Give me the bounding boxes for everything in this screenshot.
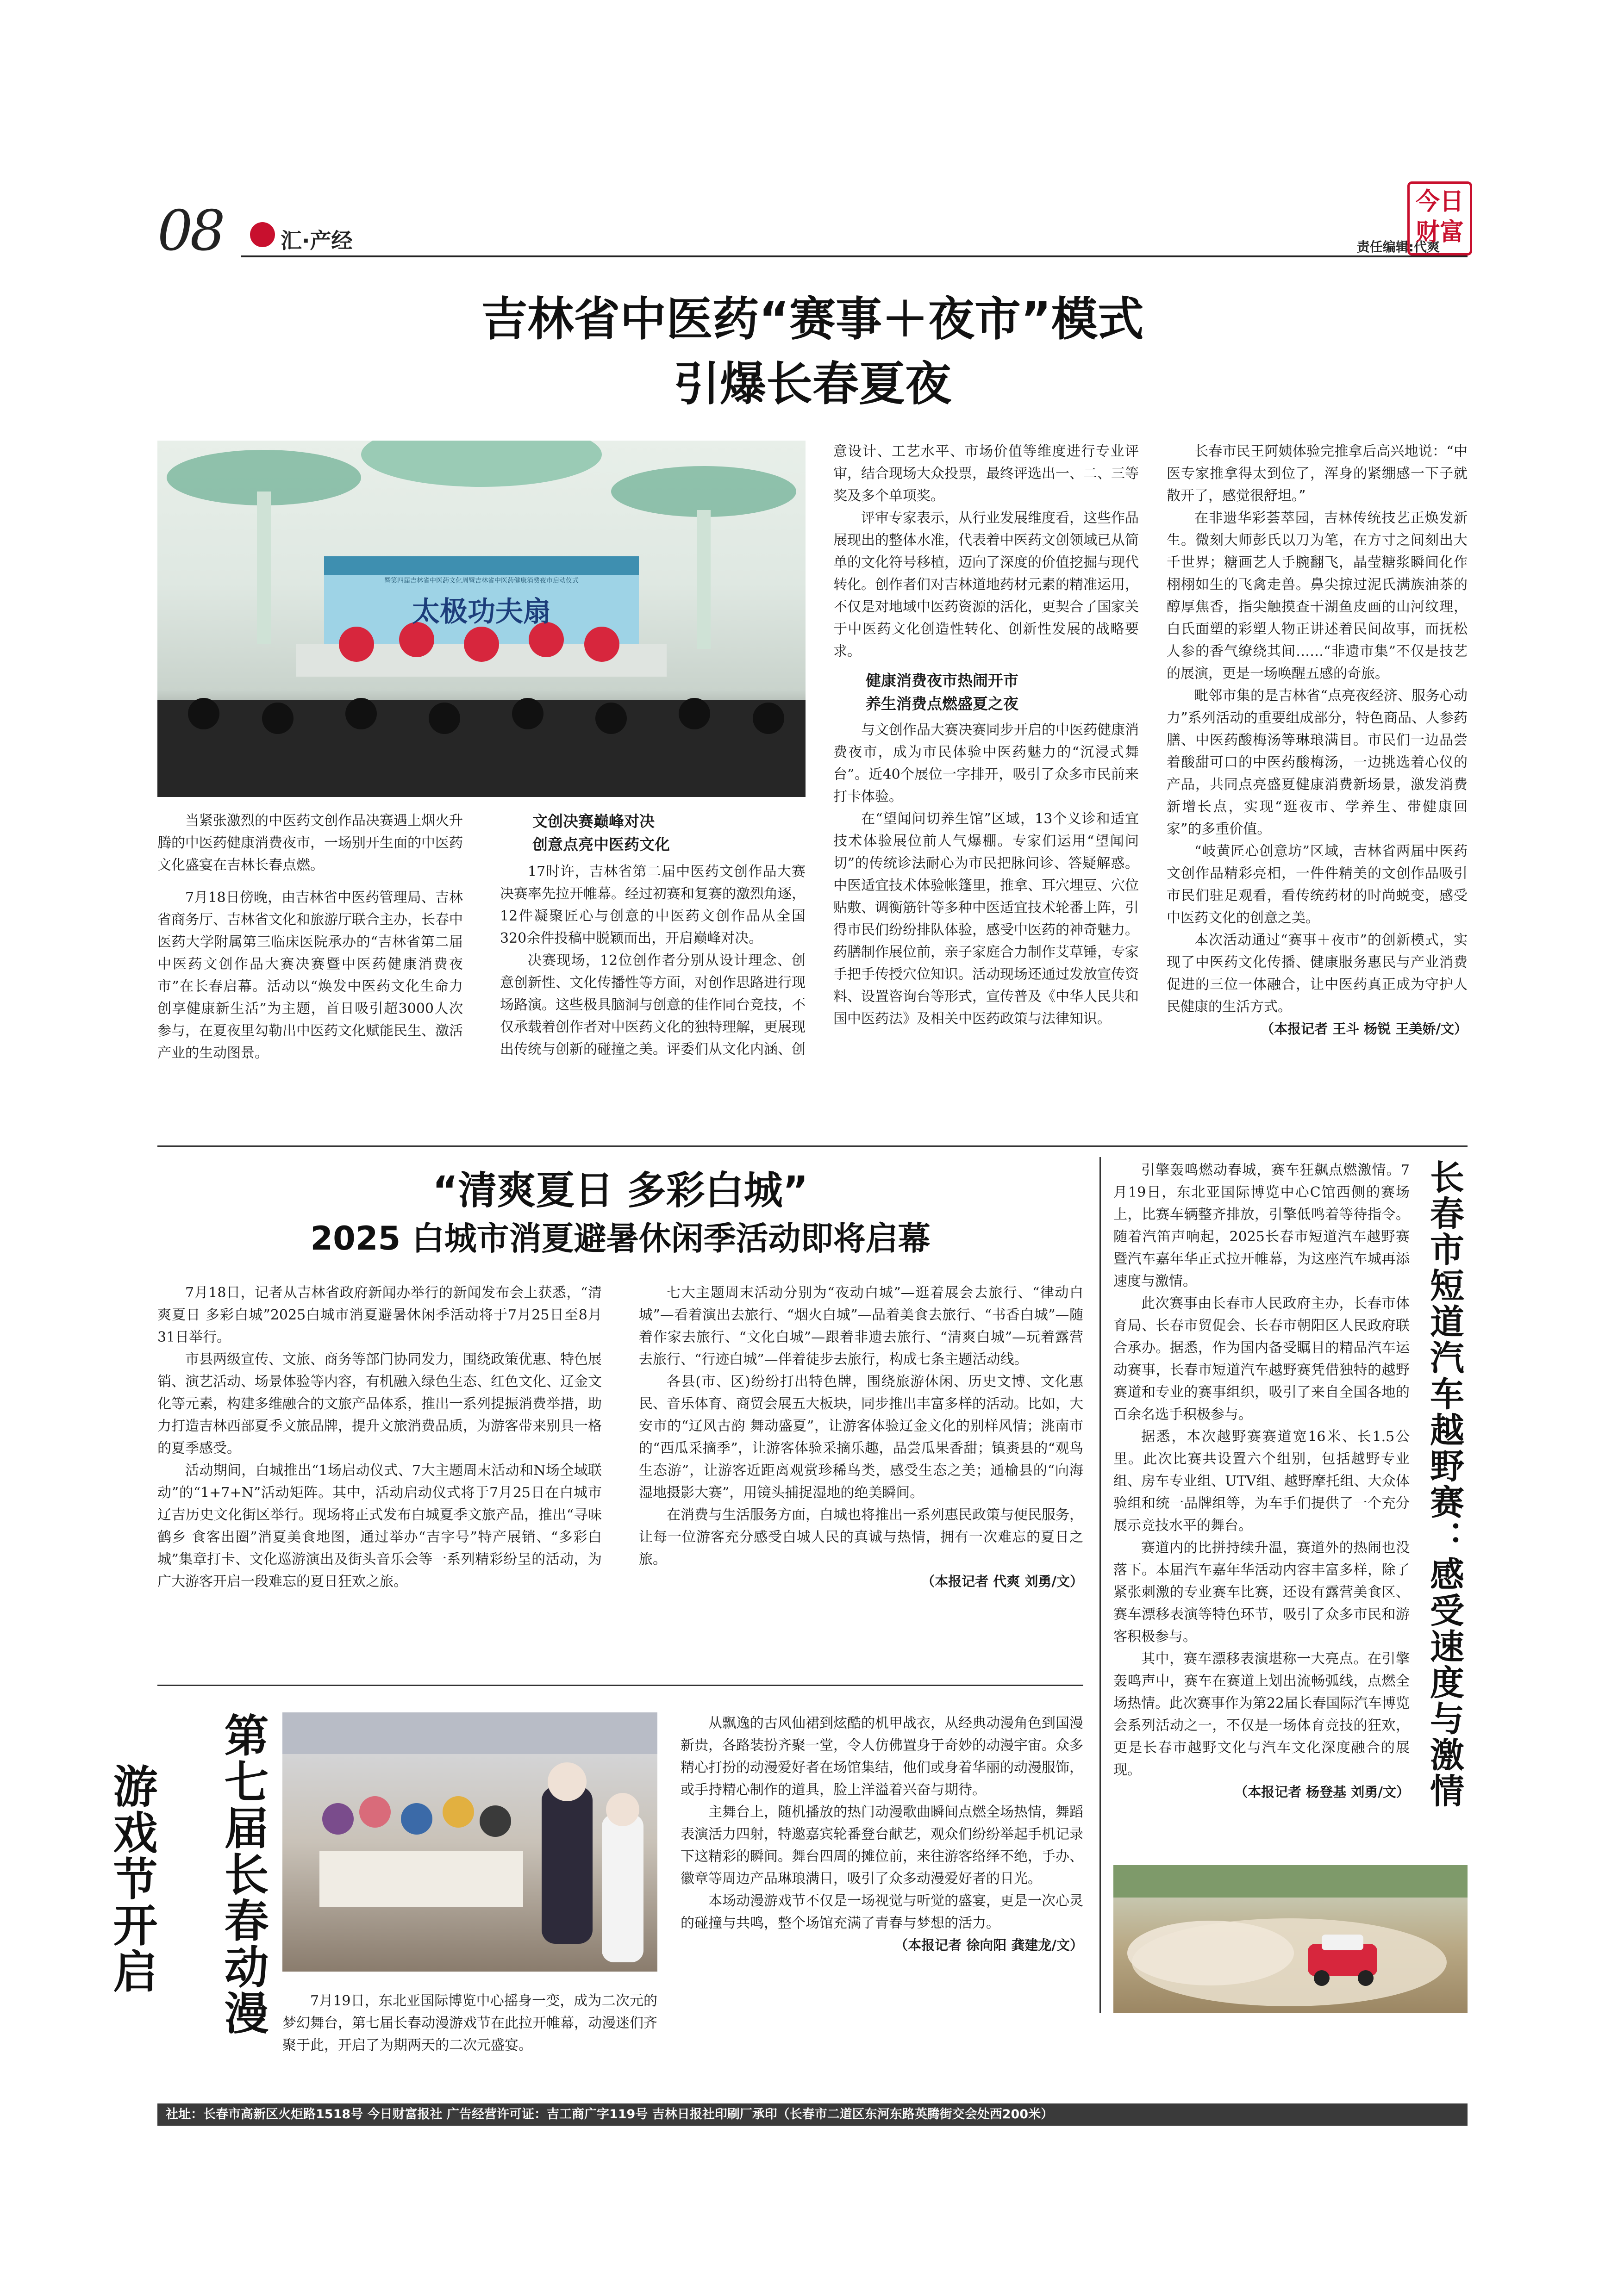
article1-subhead2-line2: 养生消费点燃盛夏之夜 [866,695,1018,713]
article3-byline: （本报记者 杨登基 刘勇/文） [1234,1784,1410,1800]
article4-caption-text: 7月19日，东北亚国际博览中心摇身一变，成为二次元的梦幻舞台，第七届长春动漫游戏节在此拉开帷幕，动漫迷们齐聚于此，开启了为期两天的二次元盛宴。 [282,1993,657,2053]
article1-col4-p2: 在非遗华彩荟萃园，吉林传统技艺正焕发新生。微刻大师彭氏以刀为笔，在方寸之间刻出大千世界；糖画艺人手腕翻飞，晶莹糖浆瞬间化作栩栩如生的飞禽走兽。鼻尖掠过泥氏满族油茶的醇厚焦香，指尖触摸查干湖鱼皮画的山河纹理，白氏面塑的彩塑人物正讲述着民间故事，而抚松人参的香气缭绕其间……“非遗市集”不仅是技艺的展演，更是一场唤醒五感的奇旅。 [1167,510,1468,682]
article4-col [681,1712,1083,1956]
article1-title-line2: 引爆长春夏夜 [674,357,951,411]
article1-col3-p3: 与文创作品大赛决赛同步开启的中医药健康消费夜市，成为市民体验中医药魅力的“沉浸式舞台”。近40个展位一字排开，吸引了众多市民前来打卡体验。 [833,722,1139,805]
article1-subhead1-line2: 创意点亮中医药文化 [532,835,670,853]
article1-col4-p3: 毗邻市集的是吉林省“点亮夜经济、服务心动力”系列活动的重要组成部分，特色商品、人参药膳、中医药酸梅汤等琳琅满目。市民们一边品尝着酸甜可口的中医药酸梅汤，一边挑选着心仪的产品，共同点亮盛夏健康消费新场景，激发消费新增长点，实现“逛夜市、学养生、带健康回家”的多重价值。 [1167,688,1468,837]
brand-logo [1407,181,1472,255]
footer-bar [157,2103,1468,2126]
article4-p3: 本场动漫游戏节不仅是一场视觉与听觉的盛宴，更是一次心灵的碰撞与共鸣，整个场馆充满了青春与梦想的活力。 [681,1893,1083,1931]
header-rule [241,255,1468,257]
article3-p3: 据悉，本次越野赛赛道宽16米、长1.5公里。此次比赛共设置六个组别，包括越野专业组、房车专业组、UTV组、越野摩托组、大众体验组和统一品牌组等，为车手们提供了一个充分展示竞技水平的舞台。 [1113,1429,1410,1534]
article3-photo [1113,1865,1468,2013]
article1-col3-p2: 评审专家表示，从行业发展维度看，这些作品展现出的整体水准，代表着中医药文创领域已从简单的文化符号移植，迈向了深度的价值挖掘与现代转化。创作者们对吉林道地药材元素的精准运用，不仅是对地域中医药资源的活化，更契合了国家关于中医药文化创造性转化、创新性发展的战略要求。 [833,510,1139,660]
page-header [157,199,1468,263]
article2-byline: （本报记者 代爽 刘勇/文） [921,1574,1083,1589]
article2-col2-p1: 七大主题周末活动分别为“夜动白城”—逛着展会去旅行、“律动白城”—看着演出去旅行、“烟火白城”—品着美食去旅行、“书香白城”—随着作家去旅行、“文化白城”—跟着非遗去旅行、“清爽白城”—玩着露营去旅行、“行迹白城”—伴着徒步去旅行，构成七条主题活动线。 [639,1285,1083,1368]
photo-stage-caption: 暨第四届吉林省中医药文化周暨吉林省中医药健康消费夜市启动仪式 [384,577,579,585]
photo-stage-banner: 太极功夫扇 [412,596,551,628]
article1-photo [157,441,806,797]
article1-col1 [157,810,463,1064]
section-name: 汇·产经 [281,228,353,253]
article1-col3-p1: 意设计、工艺水平、市场价值等维度进行专业评审，结合现场大众投票，最终评选出一、二、三等奖及多个单项奖。 [833,443,1139,504]
article2-title [157,1166,1083,1263]
article2-col2-p3: 在消费与生活服务方面，白城也将推出一系列惠民政策与便民服务，让每一位游客充分感受白城人民的真诚与热情，拥有一次难忘的夏日之旅。 [639,1507,1083,1568]
article2-col1 [157,1282,602,1593]
article2-col1-p1: 7月18日，记者从吉林省政府新闻办举行的新闻发布会上获悉，“清爽夏日 多彩白城”2025白城市消夏避暑休闲季活动将于7月25日至8月31日举行。 [157,1285,602,1345]
article4-title-col1: 第七届长春动漫 [217,1712,269,2036]
article1-subhead1-line1: 文创决赛巅峰对决 [532,812,655,830]
article1-subhead1 [500,810,806,856]
article1-col1-p1: 当紧张激烈的中医药文创作品决赛遇上烟火升腾的中医药健康消费夜市，一场别开生面的中医药文化盛宴在吉林长春点燃。 [157,813,463,873]
article1-col1-p2: 7月18日傍晚，由吉林省中医药管理局、吉林省商务厅、吉林省文化和旅游厅联合主办，长春中医药大学附属第三临床医院承办的“吉林省第二届中医药文创作品大赛决赛暨中医药健康消费夜市”在长春启幕。活动以“焕发中医药文化生命力 创享健康新生活”为主题，首日吸引超3000人次参与，在夏夜里勾勒出中医药文化赋能民生、激活产业的生动图景。 [157,890,463,1061]
article2-title-line2: 2025 白城市消夏避暑休闲季活动即将启幕 [310,1220,931,1257]
article4-caption [282,1990,657,2057]
article3-p4: 赛道内的比拼持续升温，赛道外的热闹也没落下。本届汽车嘉年华活动内容丰富多样，除了紧张刺激的专业赛车比赛，还设有露营美食区、赛车漂移表演等特色环节，吸引了众多市民和游客积极参与。 [1113,1540,1410,1645]
article1-col3-p4: 在“望闻问切养生馆”区域，13个义诊和适宜技术体验展位前人气爆棚。专家们运用“望闻问切”的传统诊法耐心为市民把脉问诊、答疑解惑。中医适宜技术体验帐篷里，推拿、耳穴埋豆、穴位贴敷、调衡筋针等多种中医适宜技术轮番上阵，引得市民们纷纷排队体验，感受中医药的神奇魅力。药膳制作展位前，亲子家庭合力制作艾草锤，专家手把手传授穴位知识。活动现场还通过发放宣传资料、设置咨询台等形式，宣传普及《中华人民共和国中医药法》及相关中医药政策与法律知识。 [833,811,1139,1027]
article1-subhead2 [833,669,1139,716]
article3-p2: 此次赛事由长春市人民政府主办，长春市体育局、长春市贸促会、长春市朝阳区人民政府联合承办。据悉，作为国内备受瞩目的精品汽车运动赛事，长春市短道汽车越野赛凭借独特的越野赛道和专业的赛事组织，吸引了来自全国各地的百余名选手积极参与。 [1113,1295,1410,1423]
article1-col4-p1: 长春市民王阿姨体验完推拿后高兴地说：“中医专家推拿得太到位了，浑身的紧绷感一下子就散开了，感觉很舒坦。” [1167,443,1468,504]
article4-photo [282,1712,657,1972]
article1-col2 [500,810,806,1061]
article2-col2-p2: 各县(市、区)纷纷打出特色牌，围绕旅游休闲、历史文博、文化惠民、音乐体育、商贸会展五大板块，同步推出丰富多样的活动。比如，大安市的“辽风古韵 舞动盛夏”，让游客体验辽金文化的别样风情；洮南市的“西瓜采摘季”，让游客体验采摘乐趣，品尝瓜果香甜；镇赉县的“观鸟生态游”，让游客近距离观赏珍稀鸟类，感受生态之美；通榆县的“向海湿地摄影大赛”，用镜头捕捉湿地的绝美瞬间。 [639,1374,1083,1501]
article2-col2 [639,1282,1083,1592]
article1-col4-p5: 本次活动通过“赛事＋夜市”的创新模式，实现了中医药文化传播、健康服务惠民与产业消费促进的三位一体融合，让中医药真正成为守护人民健康的生活方式。 [1167,932,1468,1015]
article3-p1: 引擎轰鸣燃动春城，赛车狂飙点燃激情。7月19日，东北亚国际博览中心C馆西侧的赛场上，比赛车辆整齐排放，引擎低鸣着等待指令。随着汽笛声响起，2025长春市短道汽车越野赛暨汽车嘉年华正式拉开帷幕，为这座汽车城再添速度与激情。 [1113,1162,1410,1289]
article2-divider [157,1685,1083,1686]
article1-col3 [833,441,1139,1030]
article3-p5: 其中，赛车漂移表演堪称一大亮点。在引擎轰鸣声中，赛车在赛道上划出流畅弧线，点燃全场热情。此次赛事作为第22届长春国际汽车博览会系列活动之一，不仅是一场体育竞技的狂欢，更是长春市越野文化与汽车文化深度融合的展现。 [1113,1651,1410,1778]
editor-credit: 责任编辑:代爽 [1356,239,1440,255]
article4-p1: 从飘逸的古风仙裙到炫酷的机甲战衣，从经典动漫角色到国漫新贵，各路装扮齐聚一堂，令人仿佛置身于奇妙的动漫宇宙。众多精心打扮的动漫爱好者在场馆集结，他们或身着华丽的动漫服饰，或手持精心制作的道具，脸上洋溢着兴奋与期待。 [681,1715,1083,1798]
brand-logo-text: 今日财富 [1415,188,1464,246]
article1-col4-p4: “岐黄匠心创意坊”区域，吉林省两届中医药文创作品精彩亮相，一件件精美的文创作品吸引市民们驻足观看，看传统药材的时尚蜕变，感受中医药文化的创意之美。 [1167,843,1468,926]
article1-byline: （本报记者 王斗 杨锐 王美娇/文） [1261,1021,1468,1037]
section-logo-icon [250,222,275,247]
article3-col [1113,1159,1410,1803]
article2-col1-p3: 活动期间，白城推出“1场启动仪式、7大主题周末活动和N场全域联动”的“1+7+N”活动矩阵。其中，活动启动仪式将于7月25日在白城市辽吉历史文化街区举行。现场将正式发布白城夏季文旅产品，推出“寻味鹤乡 食客出圈”消夏美食地图，通过举办“吉字号”特产展销、“多彩白城”集章打卡、文化巡游演出及街头音乐会等一系列精彩纷呈的活动，为广大游客开启一段难忘的夏日狂欢之旅。 [157,1462,602,1590]
article3-title: 长春市短道汽车越野赛：感受速度与激情 [1424,1159,1464,1809]
article2-title-line1: “清爽夏日 多彩白城” [432,1168,808,1213]
article4-byline: （本报记者 徐向阳 龚建龙/文） [894,1937,1083,1953]
article2-col1-p2: 市县两级宣传、文旅、商务等部门协同发力，围绕政策优惠、特色展销、演艺活动、场景体验等内容，有机融入绿色生态、红色文化、辽金文化等元素，构建多维融合的文旅产品体系，推出一系列提振消费举措，助力打造吉林西部夏季文旅品牌，提升文旅消费品质，为游客带来别具一格的夏季感受。 [157,1351,602,1456]
page-number: 08 [157,199,223,263]
article4-photo-scene [282,1712,657,1972]
article3-photo-scene [1113,1865,1468,2013]
article1-col2-p1: 17时许，吉林省第二届中医药文创作品大赛决赛率先拉开帷幕。经过初赛和复赛的激烈角逐，12件凝聚匠心与创意的中医药文创作品从全国320余件投稿中脱颖而出，开启巅峰对决。 [500,864,806,946]
article1-divider [157,1145,1468,1147]
article1-col2-p2: 决赛现场，12位创作者分别从设计理念、创意创新性、文化传播性等方面，对创作思路进行现场路演。这些极具脑洞与创意的佳作同台竞技，不仅承载着创作者对中医药文化的独特理解，更展现出传统与创新的碰撞之美。评委们从文化内涵、创 [500,952,806,1058]
footer-text: 社址：长春市高新区火炬路1518号 今日财富报社 广告经营许可证：吉工商广字119号 吉林日报社印刷厂承印（长春市二道区东河东路英腾街交会处西200米） [166,2107,1054,2122]
article1-title-line1: 吉林省中医药“赛事＋夜市”模式 [481,292,1144,346]
article4-p2: 主舞台上，随机播放的热门动漫歌曲瞬间点燃全场热情，舞蹈表演活力四射，特邀嘉宾轮番登台献艺，观众们纷纷举起手机记录下这精彩的瞬间。舞台四周的摊位前，来往游客络绎不绝，手办、徽章等周边产品琳琅满目，吸引了众多动漫爱好者的目光。 [681,1804,1083,1887]
article3-left-border [1099,1157,1101,2013]
article1-subhead2-line1: 健康消费夜市热闹开市 [866,672,1018,690]
article4-title [106,1712,269,2073]
article4-title-col2: 游戏节开启 [106,1763,158,1995]
article1-col4 [1167,441,1468,1039]
article1-title [157,292,1468,412]
